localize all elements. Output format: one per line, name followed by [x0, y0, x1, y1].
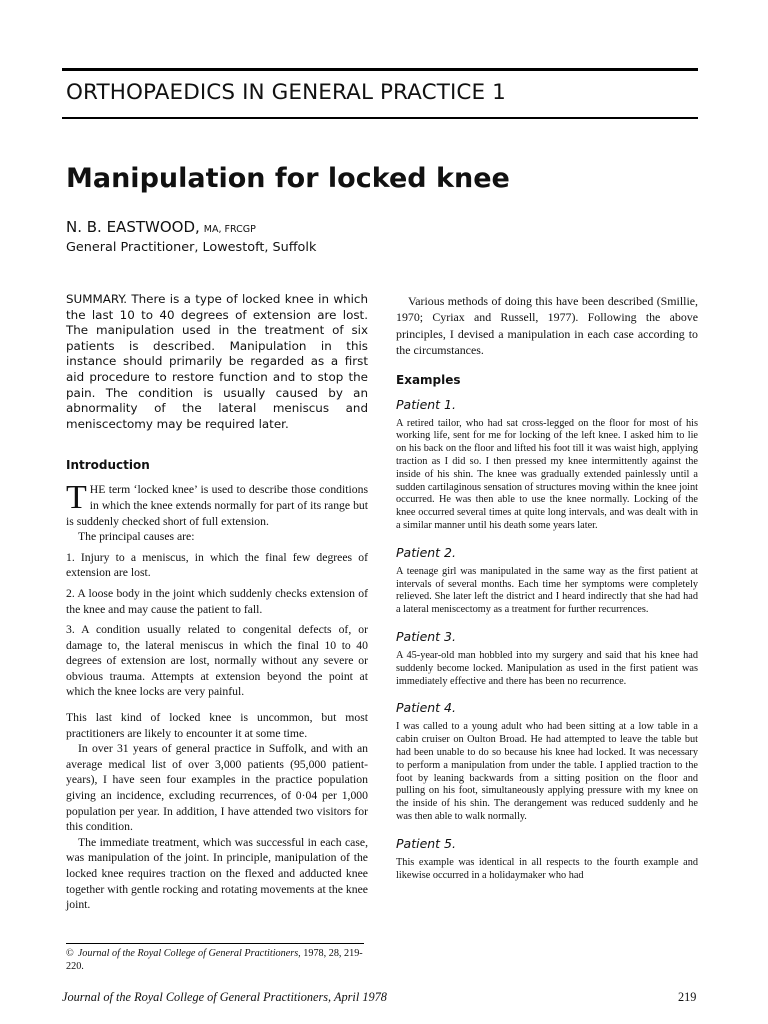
footnote-journal: Journal of the Royal College of General Practitioners, — [77, 948, 301, 959]
intro-paragraph-5: The immediate treatment, which was successful in each case, was manipulation of the joint. In principle, manipulation of the locked knee requires traction on the flexed and adducted knee together with gentle rocking and rotating movements at the knee joint. — [66, 835, 368, 912]
copyright-footnote — [66, 948, 366, 974]
intro-paragraph-2: The principal causes are: — [78, 530, 195, 544]
patient-4-heading: Patient 4. — [396, 700, 456, 716]
patient-2-text: A teenage girl was manipulated in the same way as the first patient at intervals of several months. Each time her symptoms were completely relieved. She later left the district and I heard indirectly that she had had a lateral meniscectomy as a treatment for further recurrences. — [396, 565, 698, 616]
patient-5-heading: Patient 5. — [396, 835, 456, 851]
introduction-heading: Introduction — [66, 458, 150, 473]
cause-item-1: 1. Injury to a meniscus, in which the final few degrees of extension are lost. — [66, 550, 368, 580]
right-column — [396, 293, 698, 882]
author-degrees: MA, FRCGP — [203, 224, 256, 235]
patient-3-text: A 45-year-old man hobbled into my surgery and said that his knee had suddenly become locked. Manipulation as used in the first patient was immediately effective and there has been no recurrence. — [396, 649, 698, 687]
summary: SUMMARY. There is a type of locked knee in which the last 10 to 40 degrees of extension are lost. The manipulation used in the treatment of six patients is described. Manipulation in this instance should primarily be regarded as a first aid procedure to restore function and to stop the pain. The condition is usually caused by an abnormality of the lateral meniscus and meniscectomy may be required later. — [66, 292, 368, 431]
author-line — [66, 218, 256, 236]
header-rule-top — [62, 68, 698, 71]
author-affiliation: General Practitioner, Lowestoft, Suffolk — [66, 240, 317, 255]
patient-1-heading: Patient 1. — [396, 396, 456, 412]
patient-1-text: A retired tailor, who had sat cross-legged on the floor for most of his working life, sent for me for locking of the left knee. I asked him to lie on his back on the floor and lifted his foot till it was waist high, applying traction as I did so. I then pressed my knee intermittently against the inside of his shin. The knee was gradually extended painlessly until a sudden cartilaginous sensation of structures moving within the knee joint occurred. He was then able to use the knee normally. Locking of the knee occurred several times at quite long intervals, and was dealt with in a similar manner until his death some years later. — [396, 417, 698, 531]
examples-heading: Examples — [396, 372, 461, 387]
patient-4-text: I was called to a young adult who had been sitting at a low table in a cabin cruiser on Oulton Broad. He had attempted to leave the table but had been unable to do so because his knee had locked. It was necessary to perform a manipulation from under the table. I applied traction to the foot by leaning backwards from a sitting position on the floor and pulling on his foot, simultaneously applying pressure with my knee on the inside of his shin. The derangement was reduced suddenly and he was then able to walk normally. — [396, 721, 698, 822]
left-column — [66, 292, 368, 913]
header-rule-bottom — [62, 117, 698, 119]
intro-paragraph-1: THE term ‘locked knee’ is used to describe those conditions in which the knee extends normally for part of its range but is suddenly checked short of full extension. — [66, 479, 368, 528]
article-title: Manipulation for locked knee — [66, 163, 510, 194]
intro-paragraph-4: In over 31 years of general practice in Suffolk, and with an average medical list of over 3,000 patients (95,000 patient-years), I have seen four examples in the practice population giving an incidence, excluding recurrences, of 0·04 per 1,000 population per year. In addition, I have attended two visitors for this condition. — [66, 742, 368, 834]
page-footer-journal: Journal of the Royal College of General Practitioners, April 1978 — [62, 990, 387, 1004]
cause-item-3: 3. A condition usually related to congenital defects of, or damage to, the lateral meniscus in which the final 10 to 40 degrees of extension are lost, normally without any severe or obvious trauma. Attempts at extension beyond the point at which the knee locks are very painful. — [66, 623, 368, 699]
author-name: N. B. EASTWOOD, — [66, 218, 200, 236]
cause-item-2: 2. A loose body in the joint which suddenly checks extension of the knee and may cause the patient to fall. — [66, 586, 368, 616]
page-number: 219 — [678, 990, 697, 1004]
methods-paragraph: Various methods of doing this have been described (Smillie, 1970; Cyriax and Russell, 1977). Following the above principles, I devised a manipulation in each case according to the circumstances. — [396, 294, 698, 358]
footnote-rule — [66, 943, 364, 944]
footnote-citation: 1978, 28, 219-220. — [66, 948, 363, 972]
patient-5-text: This example was identical in all respects to the fourth example and likewise occurred in a holidaymaker who had — [396, 856, 698, 881]
drop-cap: T — [66, 479, 87, 517]
copyright-symbol: © — [66, 948, 74, 959]
patient-3-heading: Patient 3. — [396, 628, 456, 644]
intro-paragraph-3: This last kind of locked knee is uncommon, but most practitioners are likely to encounter it at some time. — [66, 711, 368, 740]
patient-2-heading: Patient 2. — [396, 544, 456, 560]
series-title: ORTHOPAEDICS IN GENERAL PRACTICE 1 — [66, 80, 506, 105]
